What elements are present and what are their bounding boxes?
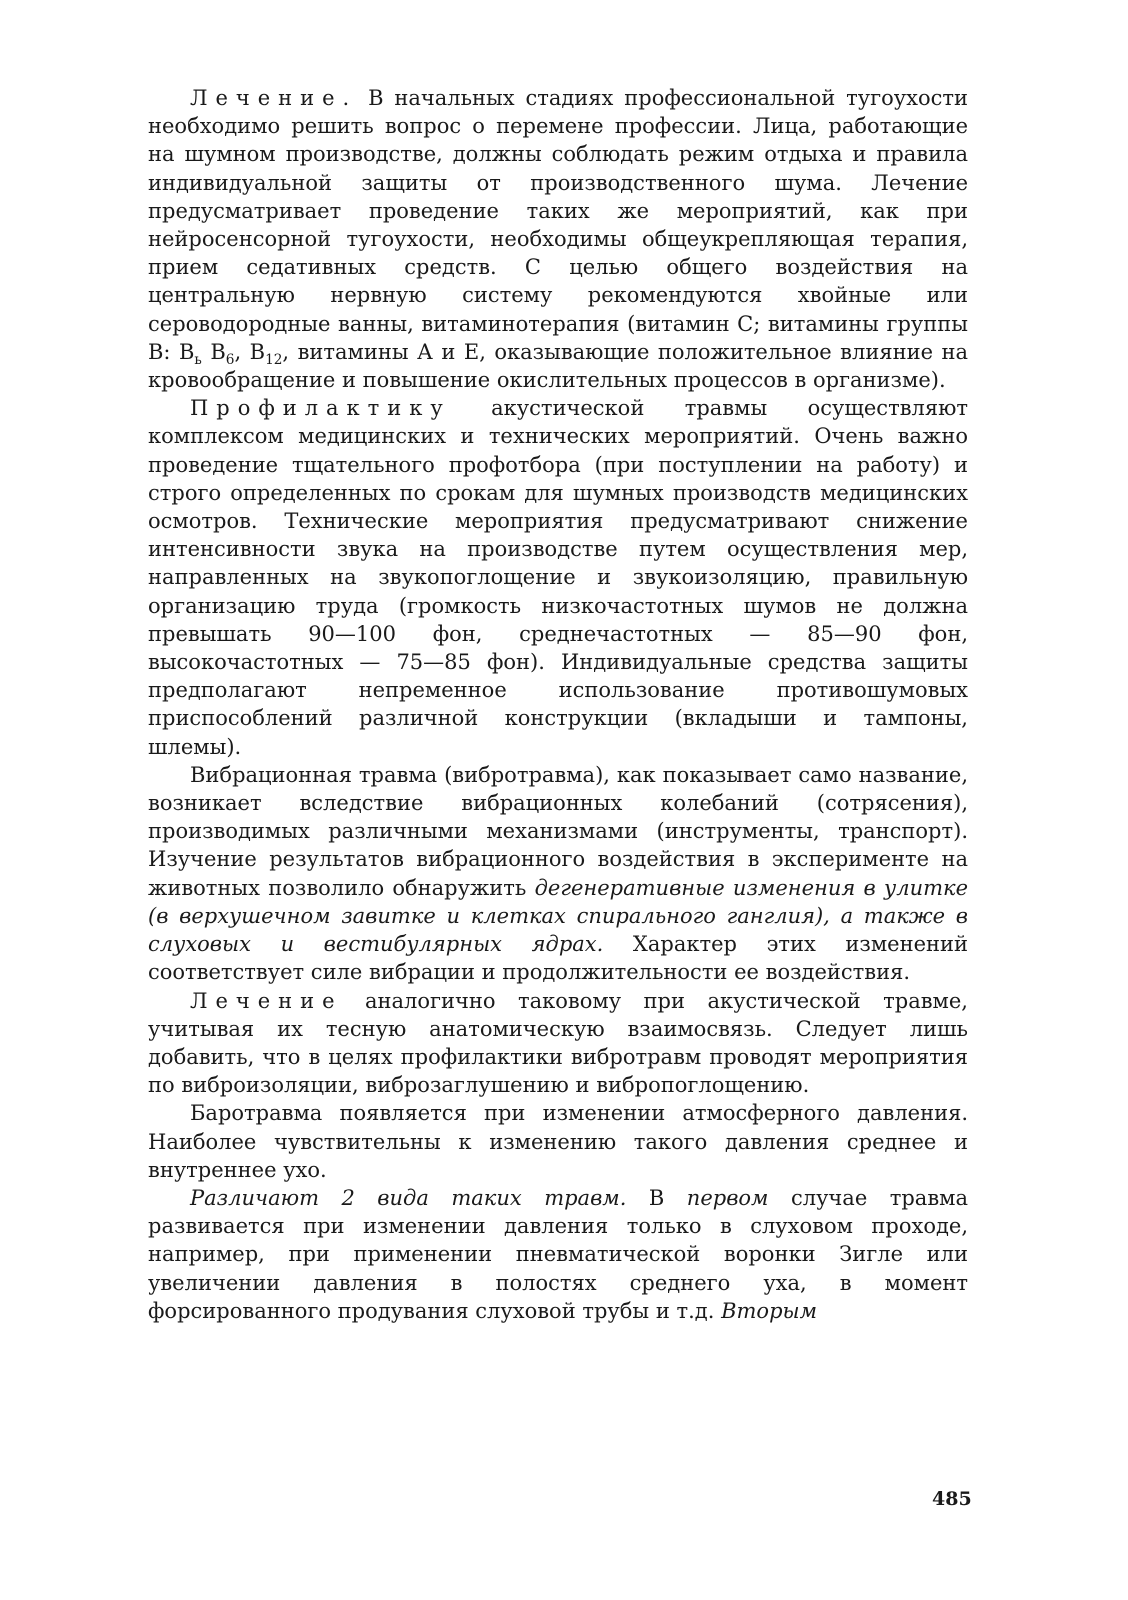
paragraph-treatment-vibration — [148, 987, 968, 1100]
text-run: , В — [234, 339, 266, 364]
paragraph-treatment-hearing-loss — [148, 84, 968, 394]
spaced-heading: Лечение. — [190, 86, 358, 110]
text-run: , витамины А и Е, оказывающие положительное влияние на кровообращение и повышение окислительных процессов в организме). — [148, 339, 968, 393]
text-run: В начальных стадиях профессиональной тугоухости необходимо решить вопрос о перемене профессии. Лица, работающие на шумном производстве, должны соблюдать режим отдыха и правила индивидуальной защиты от производственного шума. Лечение предусматривает проведение таких же мероприятий, как при нейросенсорной тугоухости, необходимы общеукрепляющая терапия, прием седативных средств. С целью общего воздействия на центральную нервную систему рекомендуются хвойные или сероводородные ванны, витаминотерапия (витамин С; витамины группы В: В — [148, 86, 968, 364]
italic-run: дегенеративные изменения в улитке (в верхушечном завитке и клетках спирального ганглия), а также в слуховых и вестибулярных ядрах. — [148, 875, 968, 957]
text-run: акустической травмы осуществляют комплексом медицинских и технических мероприятий. Очень важно проведение тщательного профотбора (при поступлении на работу) и строго определенных по срокам для шумных производств медицинских осмотров. Технические мероприятия предусматривают снижение интенсивности звука на производстве путем осуществления мер, направленных на звукопоглощение и звукоизоляцию, правильную организацию труда (громкость низкочастотных шумов не должна превышать 90—100 фон, среднечастотных — 85—90 фон, высокочастотных — 75—85 фон). Индивидуальные средства защиты предполагают непременное использование противошумовых приспособлений различной конструкции (вкладыши и тампоны, шлемы). — [148, 396, 968, 759]
paragraph-vibration-trauma — [148, 761, 968, 987]
subscript: ь — [194, 352, 202, 369]
text-run: случае травма развивается при изменении давления только в слуховом проходе, например, при применении пневматической воронки Зигле или увеличении давления в полостях среднего уха, в момент форсированного продувания слуховой трубы и т.д. — [148, 1185, 968, 1323]
italic-run: Вторым — [721, 1298, 818, 1323]
paragraph-barotrauma — [148, 1099, 968, 1184]
text-run: Характер этих изменений соответствует силе вибрации и продолжительности ее воздействия. — [148, 932, 969, 985]
text-run: В — [201, 339, 226, 364]
body-text — [148, 84, 968, 1325]
spaced-heading: Профилактику — [190, 396, 451, 421]
subscript: 12 — [265, 352, 283, 369]
text-run: В — [626, 1185, 687, 1210]
page-number: 485 — [932, 1488, 972, 1510]
spaced-heading: Лечение — [190, 988, 343, 1013]
paragraph-prophylaxis — [148, 394, 968, 761]
paragraph-barotrauma-types — [148, 1184, 968, 1325]
text-run: аналогично таковому при акустической травме, учитывая их тесную анатомическую взаимосвязь. Следует лишь добавить, что в целях профилактики вибротравм проводят мероприятия по виброизоляции, виброзаглушению и вибропоглощению. — [148, 988, 968, 1098]
text-run: Вибрационная травма (вибротравма), как показывает само название, возникает вследствие вибрационных колебаний (сотрясения), производимых различными механизмами (инструменты, транспорт). Изучение результатов вибрационного воздействия в эксперименте на животных позволило обнаружить — [148, 762, 968, 900]
subscript: 6 — [225, 352, 235, 369]
text-run: Баротравма появляется при изменении атмосферного давления. Наиболее чувствительны к изменению такого давления среднее и внутреннее ухо. — [148, 1101, 968, 1182]
italic-run: Различают 2 вида таких травм. — [190, 1185, 627, 1210]
italic-run: первом — [686, 1185, 769, 1210]
